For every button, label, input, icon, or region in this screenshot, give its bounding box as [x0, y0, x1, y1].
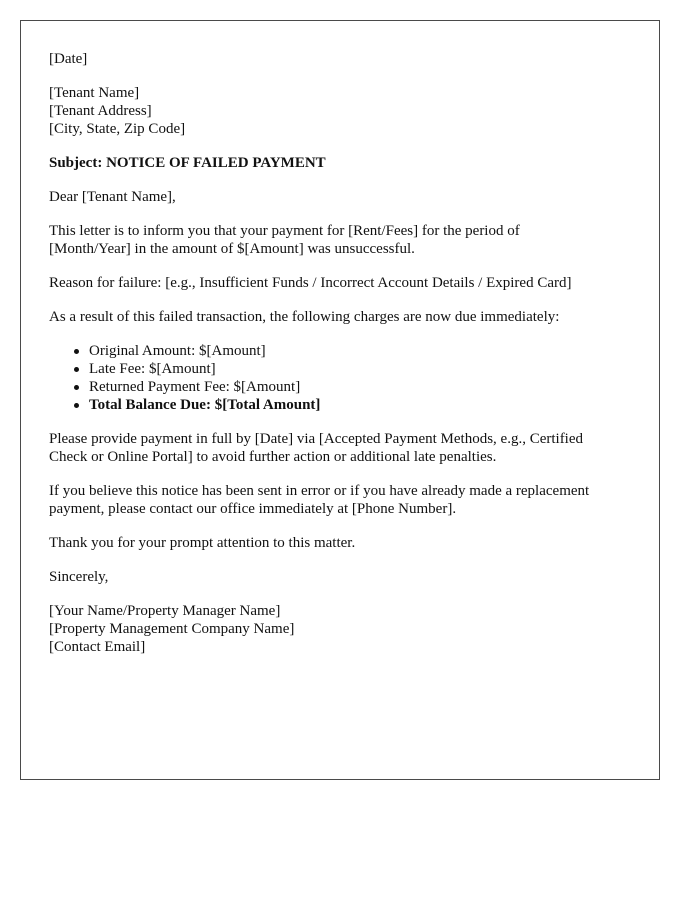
intro-line-1: This letter is to inform you that your payment for [Rent/Fees] for the period of: [49, 223, 520, 239]
signature-company: [Property Management Company Name]: [49, 621, 295, 637]
thanks-paragraph: Thank you for your prompt attention to this matter.: [49, 535, 356, 551]
signature-block: [49, 602, 631, 656]
intro-paragraph: [49, 222, 631, 258]
recipient-name: [Tenant Name]: [49, 85, 140, 101]
charges-list: [49, 342, 631, 414]
signature-email: [Contact Email]: [49, 639, 146, 655]
payment-line-1: Please provide payment in full by [Date] via [Accepted Payment Methods, e.g., Certified: [49, 431, 584, 447]
charge-returned-payment-fee: Returned Payment Fee: $[Amount]: [89, 378, 631, 396]
charge-original-amount: Original Amount: $[Amount]: [89, 342, 631, 360]
error-line-2: payment, please contact our office immediately at [Phone Number].: [49, 501, 457, 517]
letter-date: [49, 50, 631, 68]
payment-line-2: Check or Online Portal] to avoid further action or additional late penalties.: [49, 449, 497, 465]
charge-late-fee: Late Fee: $[Amount]: [89, 360, 631, 378]
charges-intro: As a result of this failed transaction, the following charges are now due immediately:: [49, 309, 560, 325]
letter-page: [20, 20, 660, 780]
subject-line: Subject: NOTICE OF FAILED PAYMENT: [49, 155, 326, 171]
error-paragraph: [49, 482, 631, 518]
recipient-city-state-zip: [City, State, Zip Code]: [49, 121, 186, 137]
date-text: [Date]: [49, 51, 88, 67]
closing: Sincerely,: [49, 569, 109, 585]
salutation: Dear [Tenant Name],: [49, 189, 176, 205]
recipient-address: [Tenant Address]: [49, 103, 152, 119]
error-line-1: If you believe this notice has been sent in error or if you have already made a replacement: [49, 483, 590, 499]
signature-name: [Your Name/Property Manager Name]: [49, 603, 281, 619]
reason-paragraph: Reason for failure: [e.g., Insufficient Funds / Incorrect Account Details / Expired Card]: [49, 275, 572, 291]
payment-paragraph: [49, 430, 631, 466]
recipient-block: [49, 84, 631, 138]
intro-line-2: [Month/Year] in the amount of $[Amount] was unsuccessful.: [49, 241, 415, 257]
charge-total-balance: Total Balance Due: $[Total Amount]: [89, 396, 631, 414]
